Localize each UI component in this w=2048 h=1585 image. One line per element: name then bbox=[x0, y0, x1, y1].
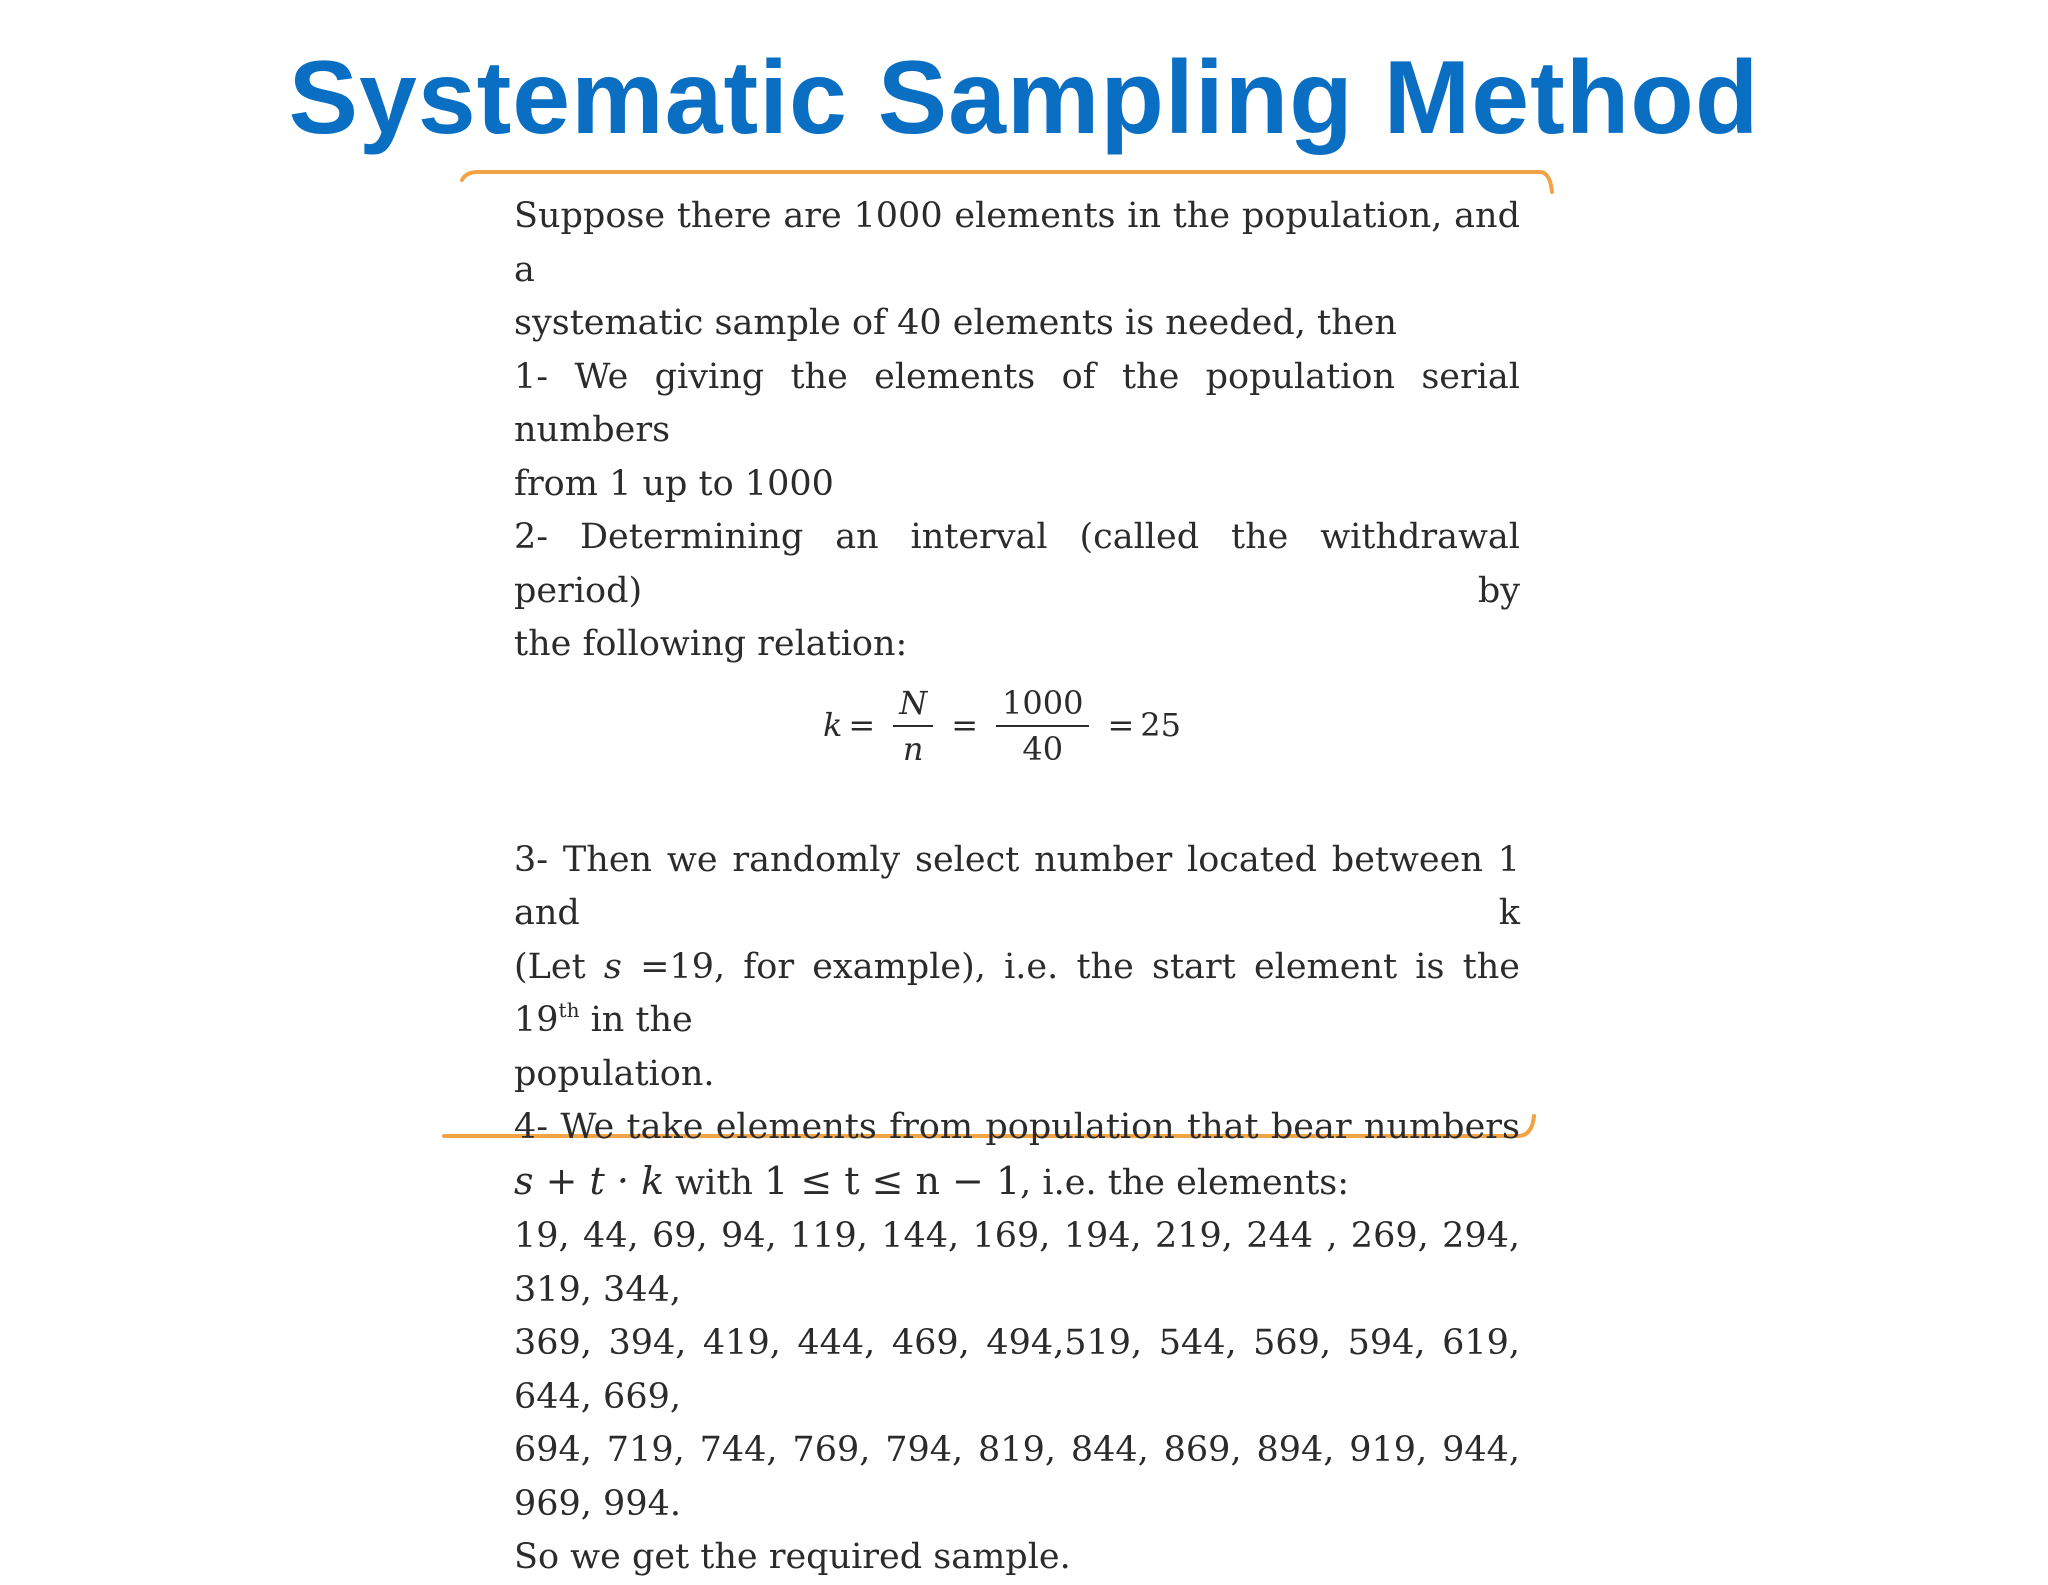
intro-line-2: systematic sample of 40 elements is needed, then bbox=[514, 303, 1397, 343]
elements-line-2: 369, 394, 419, 444, 469, 494,519, 544, 569, 594, 619, 644, 669, bbox=[514, 1323, 1520, 1417]
slide-title: Systematic Sampling Method bbox=[288, 40, 1760, 156]
step1-line-1: 1- We giving the elements of the population serial numbers bbox=[514, 356, 1520, 450]
content-box bbox=[514, 190, 1520, 1585]
step2-line-1: 2- Determining an interval (called the withdrawal period) by bbox=[514, 517, 1520, 611]
formula-equals-1: = bbox=[848, 705, 876, 744]
formula-result: 25 bbox=[1140, 705, 1181, 744]
step3-ordinal-sup: th bbox=[558, 998, 580, 1022]
formula-equals-3: = bbox=[1107, 705, 1135, 744]
interval-formula bbox=[514, 672, 1520, 780]
fraction-denominator-n: n bbox=[902, 729, 924, 768]
step3-let: (Let bbox=[514, 946, 604, 987]
fraction-denominator-40: 40 bbox=[1022, 729, 1064, 768]
fraction-numerator-N: N bbox=[893, 681, 933, 727]
step4-expression: s + t · k bbox=[514, 1158, 665, 1203]
fraction-N-over-n bbox=[893, 681, 933, 771]
step3-line-3: population. bbox=[514, 1053, 715, 1094]
step4-with: with bbox=[664, 1162, 765, 1203]
step4-line-1: 4- We take elements from population that bear numbers bbox=[514, 1107, 1520, 1147]
elements-line-3: 694, 719, 744, 769, 794, 819, 844, 869, 894, 919, 944, 969, 994. bbox=[514, 1430, 1520, 1524]
fraction-numerator-1000: 1000 bbox=[996, 681, 1089, 727]
step2-line-2: the following relation: bbox=[514, 624, 908, 664]
step4-elements-intro: , i.e. the elements: bbox=[1020, 1162, 1350, 1203]
formula-k: k bbox=[823, 705, 843, 744]
step3-in-the: in the bbox=[579, 1000, 693, 1040]
conclusion-line: So we get the required sample. bbox=[514, 1537, 1071, 1577]
step4-line-2 bbox=[514, 1155, 1520, 1211]
fraction-1000-over-40 bbox=[996, 681, 1089, 771]
intro-line-1: Suppose there are 1000 elements in the population, and a bbox=[514, 196, 1520, 290]
step3-line-2 bbox=[514, 941, 1520, 1048]
step3-start-text: =19, for example), i.e. the start element is the 19 bbox=[514, 946, 1520, 1040]
top-frame-line bbox=[462, 172, 1552, 192]
step4-range: 1 ≤ t ≤ n − 1 bbox=[764, 1158, 1021, 1203]
step1-line-2: from 1 up to 1000 bbox=[514, 463, 834, 504]
step3-line-1: 3- Then we randomly select number located between 1 and k bbox=[514, 839, 1520, 933]
formula-equals-2: = bbox=[951, 705, 979, 744]
elements-line-1: 19, 44, 69, 94, 119, 144, 169, 194, 219, 244 , 269, 294, 319, 344, bbox=[514, 1216, 1520, 1310]
step3-s-variable: s bbox=[603, 946, 622, 987]
